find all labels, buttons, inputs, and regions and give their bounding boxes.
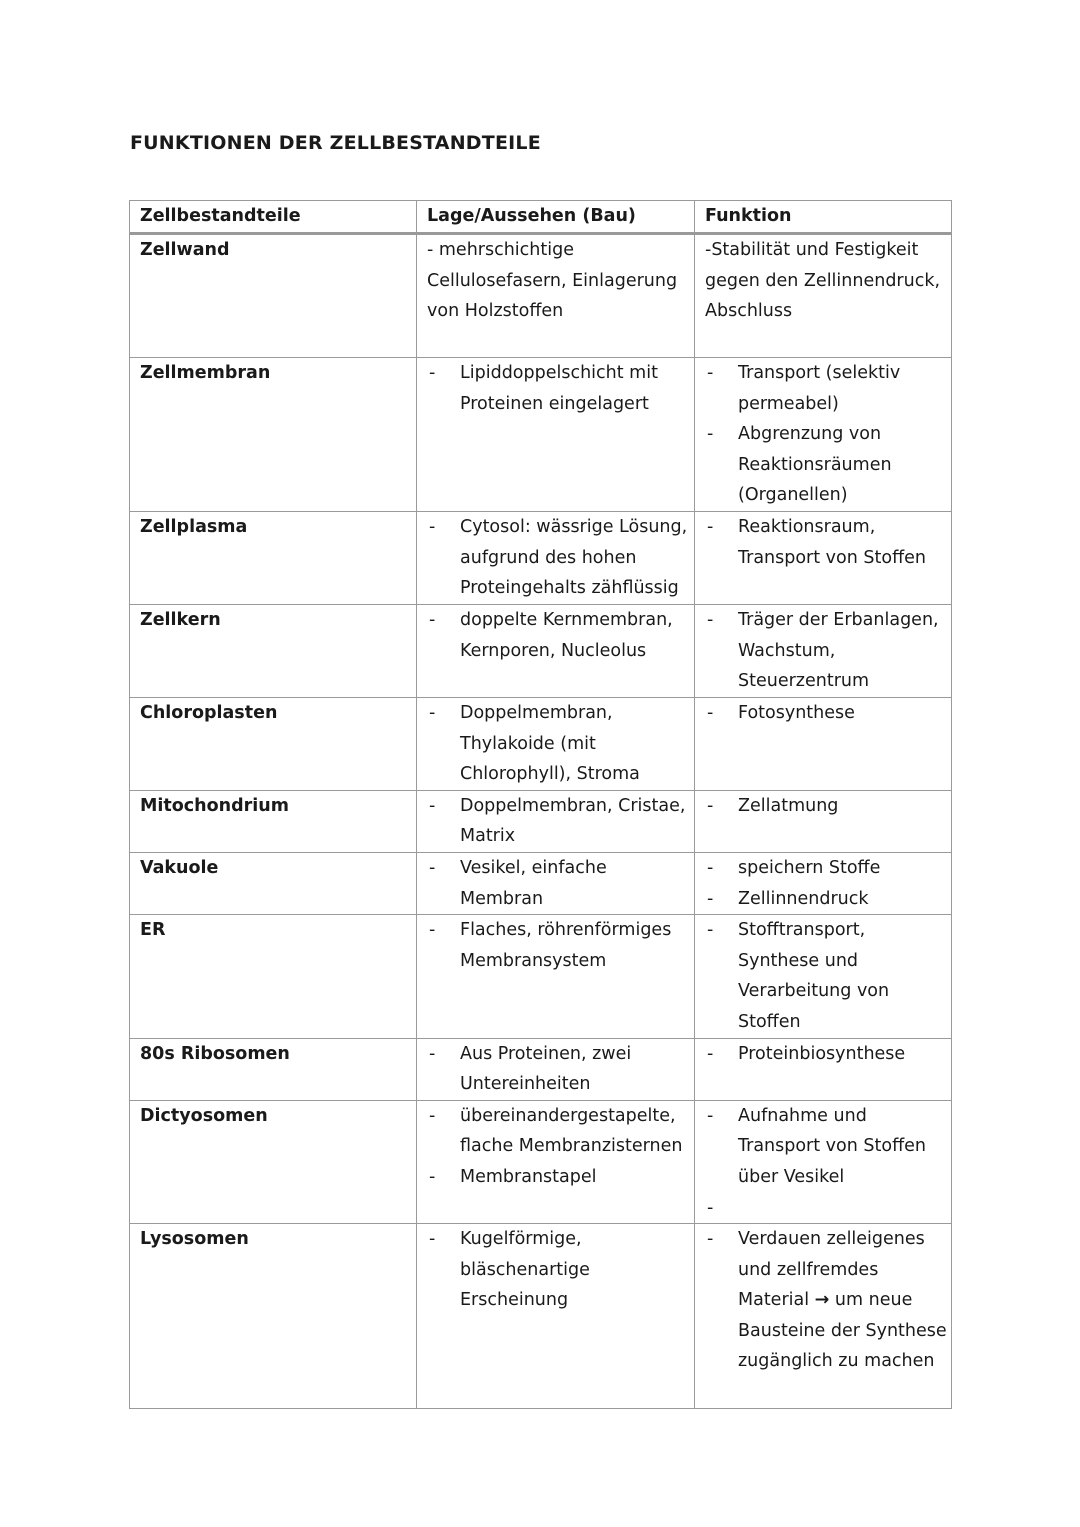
- row-bau: [417, 698, 695, 791]
- table-row: [130, 512, 952, 605]
- row-name: Vakuole: [130, 852, 417, 914]
- bau-text: - mehrschichtige Cellulosefasern, Einlagerung von Holzstoffen: [427, 240, 678, 322]
- row-funktion: [695, 234, 952, 358]
- row-bau: [417, 358, 695, 512]
- list-item: - Lipiddoppelschicht mit Proteinen eingelagert: [427, 358, 690, 419]
- list-item: - Aus Proteinen, zwei Untereinheiten: [427, 1039, 690, 1100]
- header-lage-aussehen: Lage/Aussehen (Bau): [417, 201, 695, 234]
- row-name: Zellmembran: [130, 358, 417, 512]
- funktion-part-after: um neue Bausteine der Synthese zugänglich zu machen: [738, 1290, 947, 1372]
- list-item: - speichern Stoffe: [705, 853, 947, 884]
- row-name: Zellkern: [130, 605, 417, 698]
- row-bau: [417, 605, 695, 698]
- cell-components-table: [129, 200, 952, 1409]
- table-row: [130, 1224, 952, 1409]
- table-row: [130, 852, 952, 914]
- row-funktion: [695, 1100, 952, 1223]
- row-name: Mitochondrium: [130, 790, 417, 852]
- list-item: - Fotosynthese: [705, 698, 947, 729]
- list-item: - Reaktionsraum, Transport von Stoffen: [705, 512, 947, 573]
- funktion-text: -Stabilität und Festigkeit gegen den Zellinnendruck, Abschluss: [705, 240, 941, 322]
- table-row: [130, 698, 952, 791]
- header-zellbestandteile: Zellbestandteile: [130, 201, 417, 234]
- list-item: [705, 1193, 947, 1224]
- table-row: [130, 1100, 952, 1223]
- list-item: - Flaches, röhrenförmiges Membransystem: [427, 915, 690, 976]
- row-funktion: [695, 605, 952, 698]
- list-item: - Stofftransport, Synthese und Verarbeitung von Stoffen: [705, 915, 947, 1037]
- table-row: [130, 1038, 952, 1100]
- list-item: - doppelte Kernmembran, Kernporen, Nucleolus: [427, 605, 690, 666]
- list-item: - Doppelmembran, Cristae, Matrix: [427, 791, 690, 852]
- table-row: [130, 790, 952, 852]
- list-item: [705, 1224, 947, 1377]
- arrow-right-icon: →: [814, 1290, 830, 1311]
- row-bau: [417, 1224, 695, 1409]
- row-bau: [417, 1100, 695, 1223]
- list-item: - Doppelmembran, Thylakoide (mit Chlorophyll), Stroma: [427, 698, 690, 790]
- list-item: - Membranstapel: [427, 1162, 690, 1193]
- list-item: - Vesikel, einfache Membran: [427, 853, 690, 914]
- table-header-row: [130, 201, 952, 234]
- table-row: [130, 234, 952, 358]
- table-row: [130, 605, 952, 698]
- row-funktion: [695, 852, 952, 914]
- row-bau: [417, 234, 695, 358]
- row-funktion: [695, 358, 952, 512]
- table-row: [130, 358, 952, 512]
- list-item: - Transport (selektiv permeabel): [705, 358, 947, 419]
- table-row: [130, 915, 952, 1038]
- row-funktion: [695, 698, 952, 791]
- list-item: - Proteinbiosynthese: [705, 1039, 947, 1070]
- list-item: - Kugelförmige, bläschenartige Erscheinung: [427, 1224, 690, 1316]
- row-bau: [417, 915, 695, 1038]
- funktion-part-before: Verdauen zelleigenes und zellfremdes Material: [738, 1229, 925, 1311]
- row-funktion: [695, 512, 952, 605]
- list-item: - Abgrenzung von Reaktionsräumen (Organellen): [705, 419, 947, 511]
- list-item: - Aufnahme und Transport von Stoffen über Vesikel: [705, 1101, 947, 1193]
- row-name: Zellplasma: [130, 512, 417, 605]
- row-funktion: [695, 1038, 952, 1100]
- row-bau: [417, 512, 695, 605]
- page-title: FUNKTIONEN DER ZELLBESTANDTEILE: [130, 132, 541, 154]
- list-item: - Zellatmung: [705, 791, 947, 822]
- row-bau: [417, 1038, 695, 1100]
- row-bau: [417, 790, 695, 852]
- row-name: Chloroplasten: [130, 698, 417, 791]
- row-name: Dictyosomen: [130, 1100, 417, 1223]
- row-funktion: [695, 790, 952, 852]
- row-name: Zellwand: [130, 234, 417, 358]
- row-funktion: [695, 915, 952, 1038]
- header-funktion: Funktion: [695, 201, 952, 234]
- list-item: - Träger der Erbanlagen, Wachstum, Steuerzentrum: [705, 605, 947, 697]
- list-item: - Cytosol: wässrige Lösung, aufgrund des hohen Proteingehalts zähflüssig: [427, 512, 690, 604]
- list-item: - Zellinnendruck: [705, 884, 947, 915]
- row-name: ER: [130, 915, 417, 1038]
- row-bau: [417, 852, 695, 914]
- list-item: - übereinandergestapelte, flache Membranzisternen: [427, 1101, 690, 1162]
- row-name: 80s Ribosomen: [130, 1038, 417, 1100]
- row-funktion: [695, 1224, 952, 1409]
- row-name: Lysosomen: [130, 1224, 417, 1409]
